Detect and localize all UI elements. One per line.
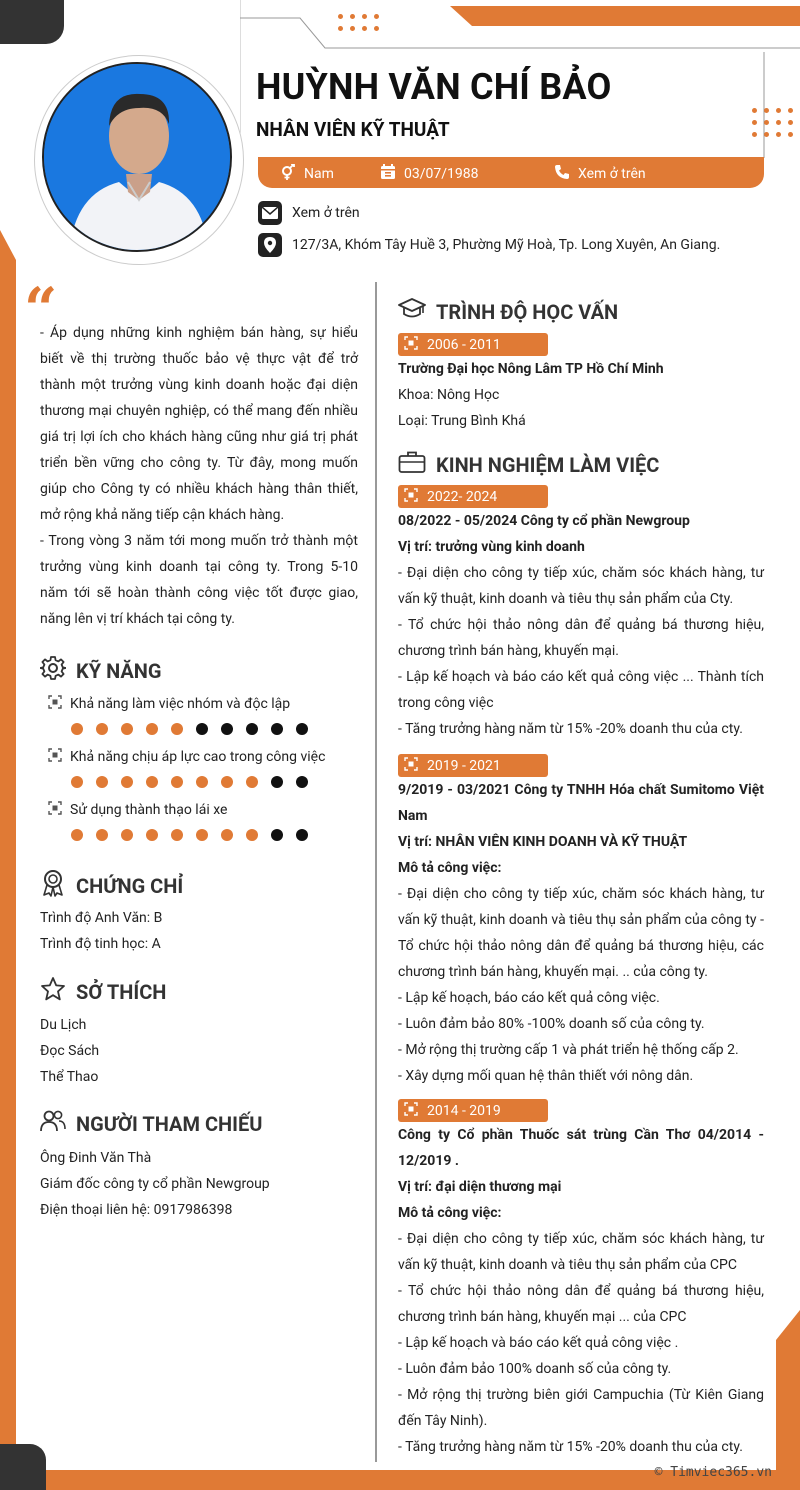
skill-bullet-icon — [48, 695, 62, 713]
job-role: Vị trí: NHÂN VIÊN KINH DOANH VÀ KỸ THUẬT — [398, 834, 688, 850]
skill-rating — [71, 776, 348, 788]
rating-dot-empty — [296, 829, 308, 841]
award-icon — [40, 869, 66, 902]
career-objective — [40, 320, 358, 632]
rating-dot-filled — [121, 829, 133, 841]
objective-paragraph: - Trong vòng 3 năm tới mong muốn trở thành một trưởng vùng kinh doanh tại công ty. Trong 5-10 năm tới sẽ hoàn thành công việc tốt được giao, năng lên vị trí khách tại công ty. — [40, 533, 358, 627]
email-row — [258, 201, 360, 225]
rating-dot-filled — [146, 723, 158, 735]
experience-title: KINH NGHIỆM LÀM VIỆC — [436, 452, 660, 477]
right-accent-bar — [776, 1310, 800, 1490]
skill-item — [48, 695, 348, 735]
certificate-item: Trình độ tinh học: A — [40, 936, 161, 952]
graduation-cap-icon — [398, 298, 426, 325]
job-line: - Mở rộng thị trường cấp 1 và phát triển hệ thống cấp 2. — [398, 1042, 739, 1058]
rating-dot-filled — [196, 776, 208, 788]
hobbies-title: SỞ THÍCH — [76, 979, 167, 1004]
job-role: Vị trí: trưởng vùng kinh doanh — [398, 539, 585, 555]
job-line: - Luôn đảm bảo 100% doanh số của công ty. — [398, 1361, 672, 1377]
job-line: - Lập kế hoạch và báo cáo kết quả công việc . — [398, 1335, 679, 1351]
job-period: 2014 - 2019 — [427, 1102, 501, 1119]
rating-dot-filled — [71, 776, 83, 788]
date-bullet-icon — [404, 336, 418, 354]
rating-dot-filled — [246, 829, 258, 841]
birthdate-value: 03/07/1988 — [404, 166, 479, 182]
gender-value: Nam — [304, 166, 334, 182]
candidate-position: NHÂN VIÊN KỸ THUẬT — [256, 118, 450, 141]
education-period-badge — [398, 333, 548, 356]
rating-dot-empty — [296, 776, 308, 788]
job-line: - Xây dựng mối quan hệ thân thiết với nông dân. — [398, 1068, 694, 1084]
job-line: - Tổ chức hội thảo nông dân để quảng bá thương hiệu, chương trình bán hàng, khuyến mại ... của CPC — [398, 1283, 764, 1325]
rating-dot-empty — [221, 723, 233, 735]
rating-dot-filled — [221, 776, 233, 788]
rating-dot-filled — [171, 723, 183, 735]
rating-dot-filled — [246, 776, 258, 788]
job-period-badge — [398, 1099, 548, 1122]
job-line: - Đại diện cho công ty tiếp xúc, chăm sóc khách hàng, tư vấn kỹ thuật, kinh doanh và tiêu thụ sản phẩm của công ty - Tổ chức hội thảo nông dân để quảng bá thương hiệu, các chương trình bán hàng, khuyến mại. .. của công ty. — [398, 886, 764, 980]
rating-dot-empty — [271, 829, 283, 841]
rating-dot-empty — [246, 723, 258, 735]
hobby-item: Đọc Sách — [40, 1043, 100, 1059]
hobby-item: Du Lịch — [40, 1017, 87, 1033]
education-period: 2006 - 2011 — [427, 336, 501, 353]
skill-label: Khả năng chịu áp lực cao trong công việc — [70, 749, 326, 765]
experience-section-title — [398, 450, 659, 479]
job-line: - Tăng trưởng hàng năm từ 15% -20% doanh thu của cty. — [398, 721, 743, 737]
reference-item: Điện thoại liên hệ: 0917986398 — [40, 1202, 233, 1218]
rating-dot-filled — [96, 776, 108, 788]
date-bullet-icon — [404, 488, 418, 506]
skills-title: KỸ NĂNG — [76, 658, 162, 683]
skill-bullet-icon — [48, 801, 62, 819]
reference-item: Giám đốc công ty cổ phần Newgroup — [40, 1176, 270, 1192]
address-row — [258, 233, 720, 257]
rating-dot-filled — [121, 776, 133, 788]
certificates-section-title — [40, 869, 183, 902]
watermark: © Timviec365.vn — [654, 1465, 772, 1480]
users-icon — [40, 1109, 66, 1138]
education-grade: Loại: Trung Bình Khá — [398, 413, 526, 429]
job-period-badge — [398, 485, 548, 508]
rating-dot-filled — [96, 723, 108, 735]
gender-icon — [280, 164, 296, 184]
avatar — [42, 62, 232, 252]
skill-label: Khả năng làm việc nhóm và độc lập — [70, 696, 291, 712]
date-bullet-icon — [404, 757, 418, 775]
rating-dot-empty — [296, 723, 308, 735]
candidate-name: HUỲNH VĂN CHÍ BẢO — [256, 66, 612, 108]
job-line: - Lập kế hoạch và báo cáo kết quả công việc ... Thành tích trong công việc — [398, 669, 764, 711]
job-company: 08/2022 - 05/2024 Công ty cổ phần Newgroup — [398, 513, 690, 529]
references-list — [40, 1145, 270, 1223]
rating-dot-empty — [196, 723, 208, 735]
skill-item — [48, 801, 348, 841]
job-line: - Luôn đảm bảo 80% -100% doanh số của công ty. — [398, 1016, 705, 1032]
phone-value: Xem ở trên — [578, 166, 646, 182]
column-divider — [375, 282, 377, 1462]
job-details — [398, 777, 764, 1089]
job-description-title: Mô tả công việc: — [398, 1205, 502, 1221]
rating-dot-filled — [96, 829, 108, 841]
job-role: Vị trí: đại diện thương mại — [398, 1179, 562, 1195]
hobbies-list — [40, 1012, 99, 1090]
rating-dot-filled — [71, 723, 83, 735]
phone-item — [554, 164, 646, 184]
calendar-icon — [380, 164, 396, 184]
rating-dot-filled — [121, 723, 133, 735]
job-line: - Đại diện cho công ty tiếp xúc, chăm sóc khách hàng, tư vấn kỹ thuật, kinh doanh và tiêu thụ sản phẩm của Cty. — [398, 565, 764, 607]
rating-dot-filled — [71, 829, 83, 841]
date-bullet-icon — [404, 1102, 418, 1120]
address-value: 127/3A, Khóm Tây Huề 3, Phường Mỹ Hoà, Tp. Long Xuyên, An Giang. — [292, 237, 721, 253]
location-icon — [258, 233, 282, 257]
corner-decoration-bottom-left — [0, 1444, 46, 1490]
rating-dot-filled — [146, 776, 158, 788]
job-details — [398, 508, 764, 742]
hobbies-section-title — [40, 976, 166, 1007]
school-name: Trường Đại học Nông Lâm TP Hồ Chí Minh — [398, 361, 664, 377]
rating-dot-filled — [171, 776, 183, 788]
rating-dot-filled — [221, 829, 233, 841]
skill-label: Sử dụng thành thạo lái xe — [70, 802, 228, 818]
reference-item: Ông Đinh Văn Thà — [40, 1150, 152, 1166]
job-line: - Đại diện cho công ty tiếp xúc, chăm sóc khách hàng, tư vấn kỹ thuật, kinh doanh và tiêu thụ sản phẩm của CPC — [398, 1231, 764, 1273]
phone-icon — [554, 164, 570, 184]
education-title: TRÌNH ĐỘ HỌC VẤN — [436, 299, 619, 324]
job-period: 2019 - 2021 — [427, 757, 501, 774]
hobby-item: Thể Thao — [40, 1069, 99, 1085]
skill-rating — [71, 829, 348, 841]
job-description-title: Mô tả công việc: — [398, 860, 502, 876]
rating-dot-filled — [171, 829, 183, 841]
gear-icon — [40, 655, 66, 686]
references-title: NGƯỜI THAM CHIẾU — [76, 1111, 263, 1136]
star-icon — [40, 976, 66, 1007]
objective-paragraph: - Áp dụng những kinh nghiệm bán hàng, sự hiểu biết về thị trường thuốc bảo vệ thực vật để trở thành một trưởng vùng kinh doanh hoặc đại diện thương mại chuyên nghiệp, có thể mang đến nhiều giá trị lợi ích cho khách hàng cũng như giá trị phát triển bền vững cho công ty. Từ đây, mong muốn giúp cho Công ty có nhiều khách hàng thân thiết, mở rộng khả năng tiếp cận khách hàng. — [40, 325, 358, 523]
rating-dot-empty — [271, 723, 283, 735]
email-icon — [258, 201, 282, 225]
skill-item — [48, 748, 348, 788]
job-line: - Mở rộng thị trường biên giới Campuchia (Từ Kiên Giang đến Tây Ninh). — [398, 1387, 764, 1429]
person-photo-illustration — [44, 64, 232, 252]
birthdate-item — [380, 164, 479, 184]
dot-grid-decoration — [338, 14, 380, 31]
rating-dot-empty — [271, 776, 283, 788]
job-period: 2022- 2024 — [427, 488, 498, 505]
certificate-item: Trình độ Anh Văn: B — [40, 910, 163, 926]
certificates-list — [40, 905, 162, 957]
quote-icon: “ — [24, 275, 58, 343]
job-line: - Tăng trưởng hàng năm từ 15% -20% doanh thu của cty. — [398, 1439, 743, 1455]
job-details — [398, 1122, 764, 1460]
rating-dot-filled — [146, 829, 158, 841]
skill-bullet-icon — [48, 748, 62, 766]
job-period-badge — [398, 754, 548, 777]
email-value: Xem ở trên — [292, 205, 360, 221]
personal-info-bar — [258, 157, 764, 188]
job-company: 9/2019 - 03/2021 Công ty TNHH Hóa chất Sumitomo Việt Nam — [398, 782, 764, 824]
briefcase-icon — [398, 450, 426, 479]
dot-grid-decoration — [752, 108, 794, 137]
certificates-title: CHỨNG CHỈ — [76, 873, 184, 898]
education-details — [398, 356, 764, 434]
references-section-title — [40, 1109, 262, 1138]
education-faculty: Khoa: Nông Học — [398, 387, 500, 403]
job-company: Công ty Cổ phần Thuốc sát trùng Cần Thơ 04/2014 - 12/2019 . — [398, 1127, 764, 1169]
job-line: - Lập kế hoạch, báo cáo kết quả công việc. — [398, 990, 660, 1006]
corner-decoration-top-left — [0, 0, 64, 44]
left-accent-bar — [0, 230, 16, 1490]
job-line: - Tổ chức hội thảo nông dân để quảng bá thương hiệu, chương trình bán hàng, khuyến mại. — [398, 617, 764, 659]
skill-rating — [71, 723, 348, 735]
education-section-title — [398, 298, 618, 325]
rating-dot-filled — [196, 829, 208, 841]
gender-item — [280, 164, 334, 184]
skills-section-title — [40, 655, 162, 686]
